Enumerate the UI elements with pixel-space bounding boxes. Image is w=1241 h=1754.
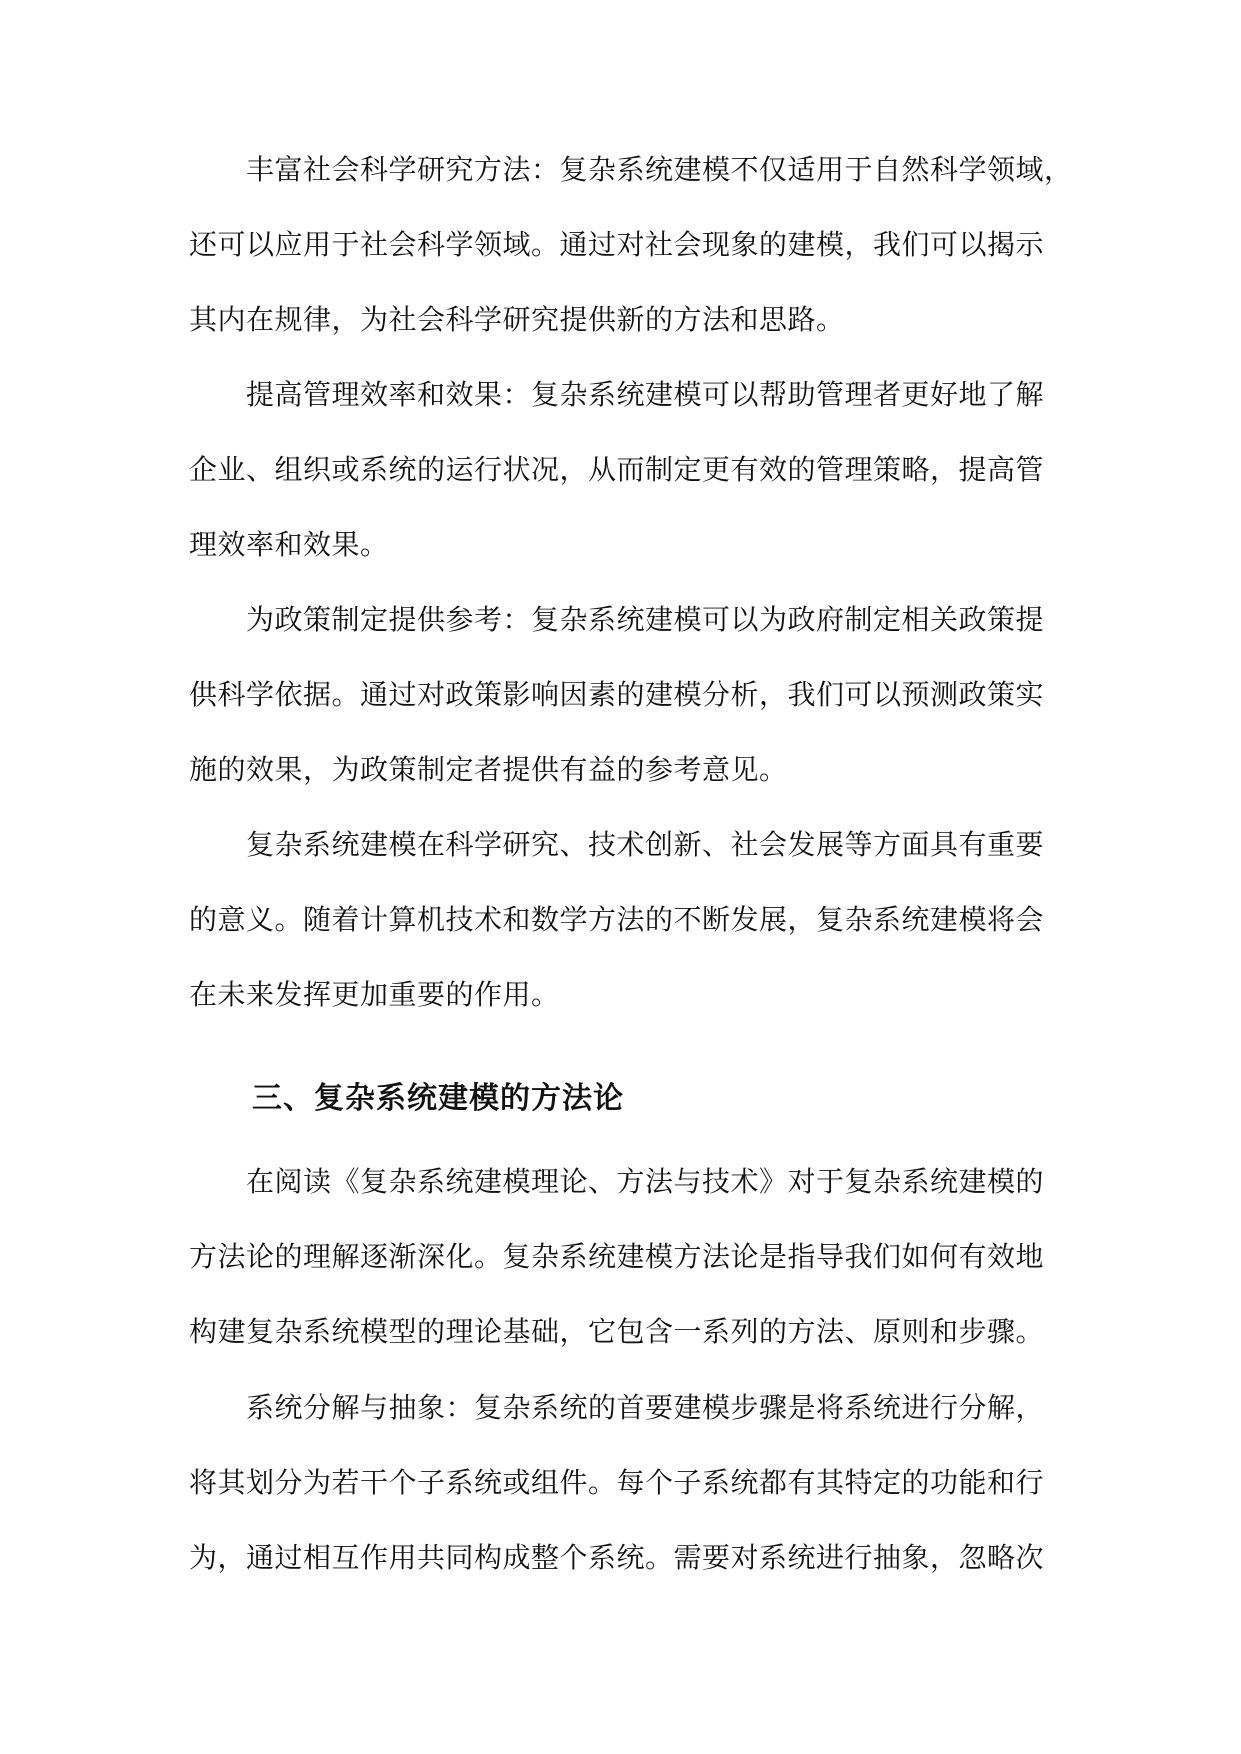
paragraph-2-line-3: 理效率和效果。 (189, 528, 389, 561)
section-paragraph-2-line-3: 为，通过相互作用共同构成整个系统。需要对系统进行抽象，忽略次 (189, 1541, 1045, 1574)
paragraph-2-line-1: 提高管理效率和效果：复杂系统建模可以帮助管理者更好地了解 (246, 378, 1045, 411)
section-heading: 三、复杂系统建模的方法论 (252, 1081, 624, 1116)
section-paragraph-2-line-1: 系统分解与抽象：复杂系统的首要建模步骤是将系统进行分解， (246, 1391, 1045, 1424)
paragraph-1-line-3: 其内在规律，为社会科学研究提供新的方法和思路。 (189, 303, 845, 336)
paragraph-2-line-2: 企业、组织或系统的运行状况，从而制定更有效的管理策略，提高管 (189, 453, 1045, 486)
section-paragraph-2-line-2: 将其划分为若干个子系统或组件。每个子系统都有其特定的功能和行 (189, 1466, 1045, 1499)
paragraph-4-line-2: 的意义。随着计算机技术和数学方法的不断发展，复杂系统建模将会 (189, 903, 1045, 936)
paragraph-1-line-2: 还可以应用于社会科学领域。通过对社会现象的建模，我们可以揭示 (189, 228, 1045, 261)
paragraph-4-line-3: 在未来发挥更加重要的作用。 (189, 978, 560, 1011)
paragraph-3-line-3: 施的效果，为政策制定者提供有益的参考意见。 (189, 753, 788, 786)
paragraph-1-line-1: 丰富社会科学研究方法：复杂系统建模不仅适用于自然科学领域， (246, 153, 1073, 186)
paragraph-3-line-2: 供科学依据。通过对政策影响因素的建模分析，我们可以预测政策实 (189, 678, 1045, 711)
section-paragraph-1-line-1: 在阅读《复杂系统建模理论、方法与技术》对于复杂系统建模的 (246, 1165, 1045, 1198)
section-paragraph-1-line-2: 方法论的理解逐渐深化。复杂系统建模方法论是指导我们如何有效地 (189, 1240, 1045, 1273)
paragraph-3-line-1: 为政策制定提供参考：复杂系统建模可以为政府制定相关政策提 (246, 603, 1045, 636)
paragraph-4-line-1: 复杂系统建模在科学研究、技术创新、社会发展等方面具有重要 (246, 828, 1045, 861)
section-paragraph-1-line-3: 构建复杂系统模型的理论基础，它包含一系列的方法、原则和步骤。 (189, 1315, 1045, 1348)
